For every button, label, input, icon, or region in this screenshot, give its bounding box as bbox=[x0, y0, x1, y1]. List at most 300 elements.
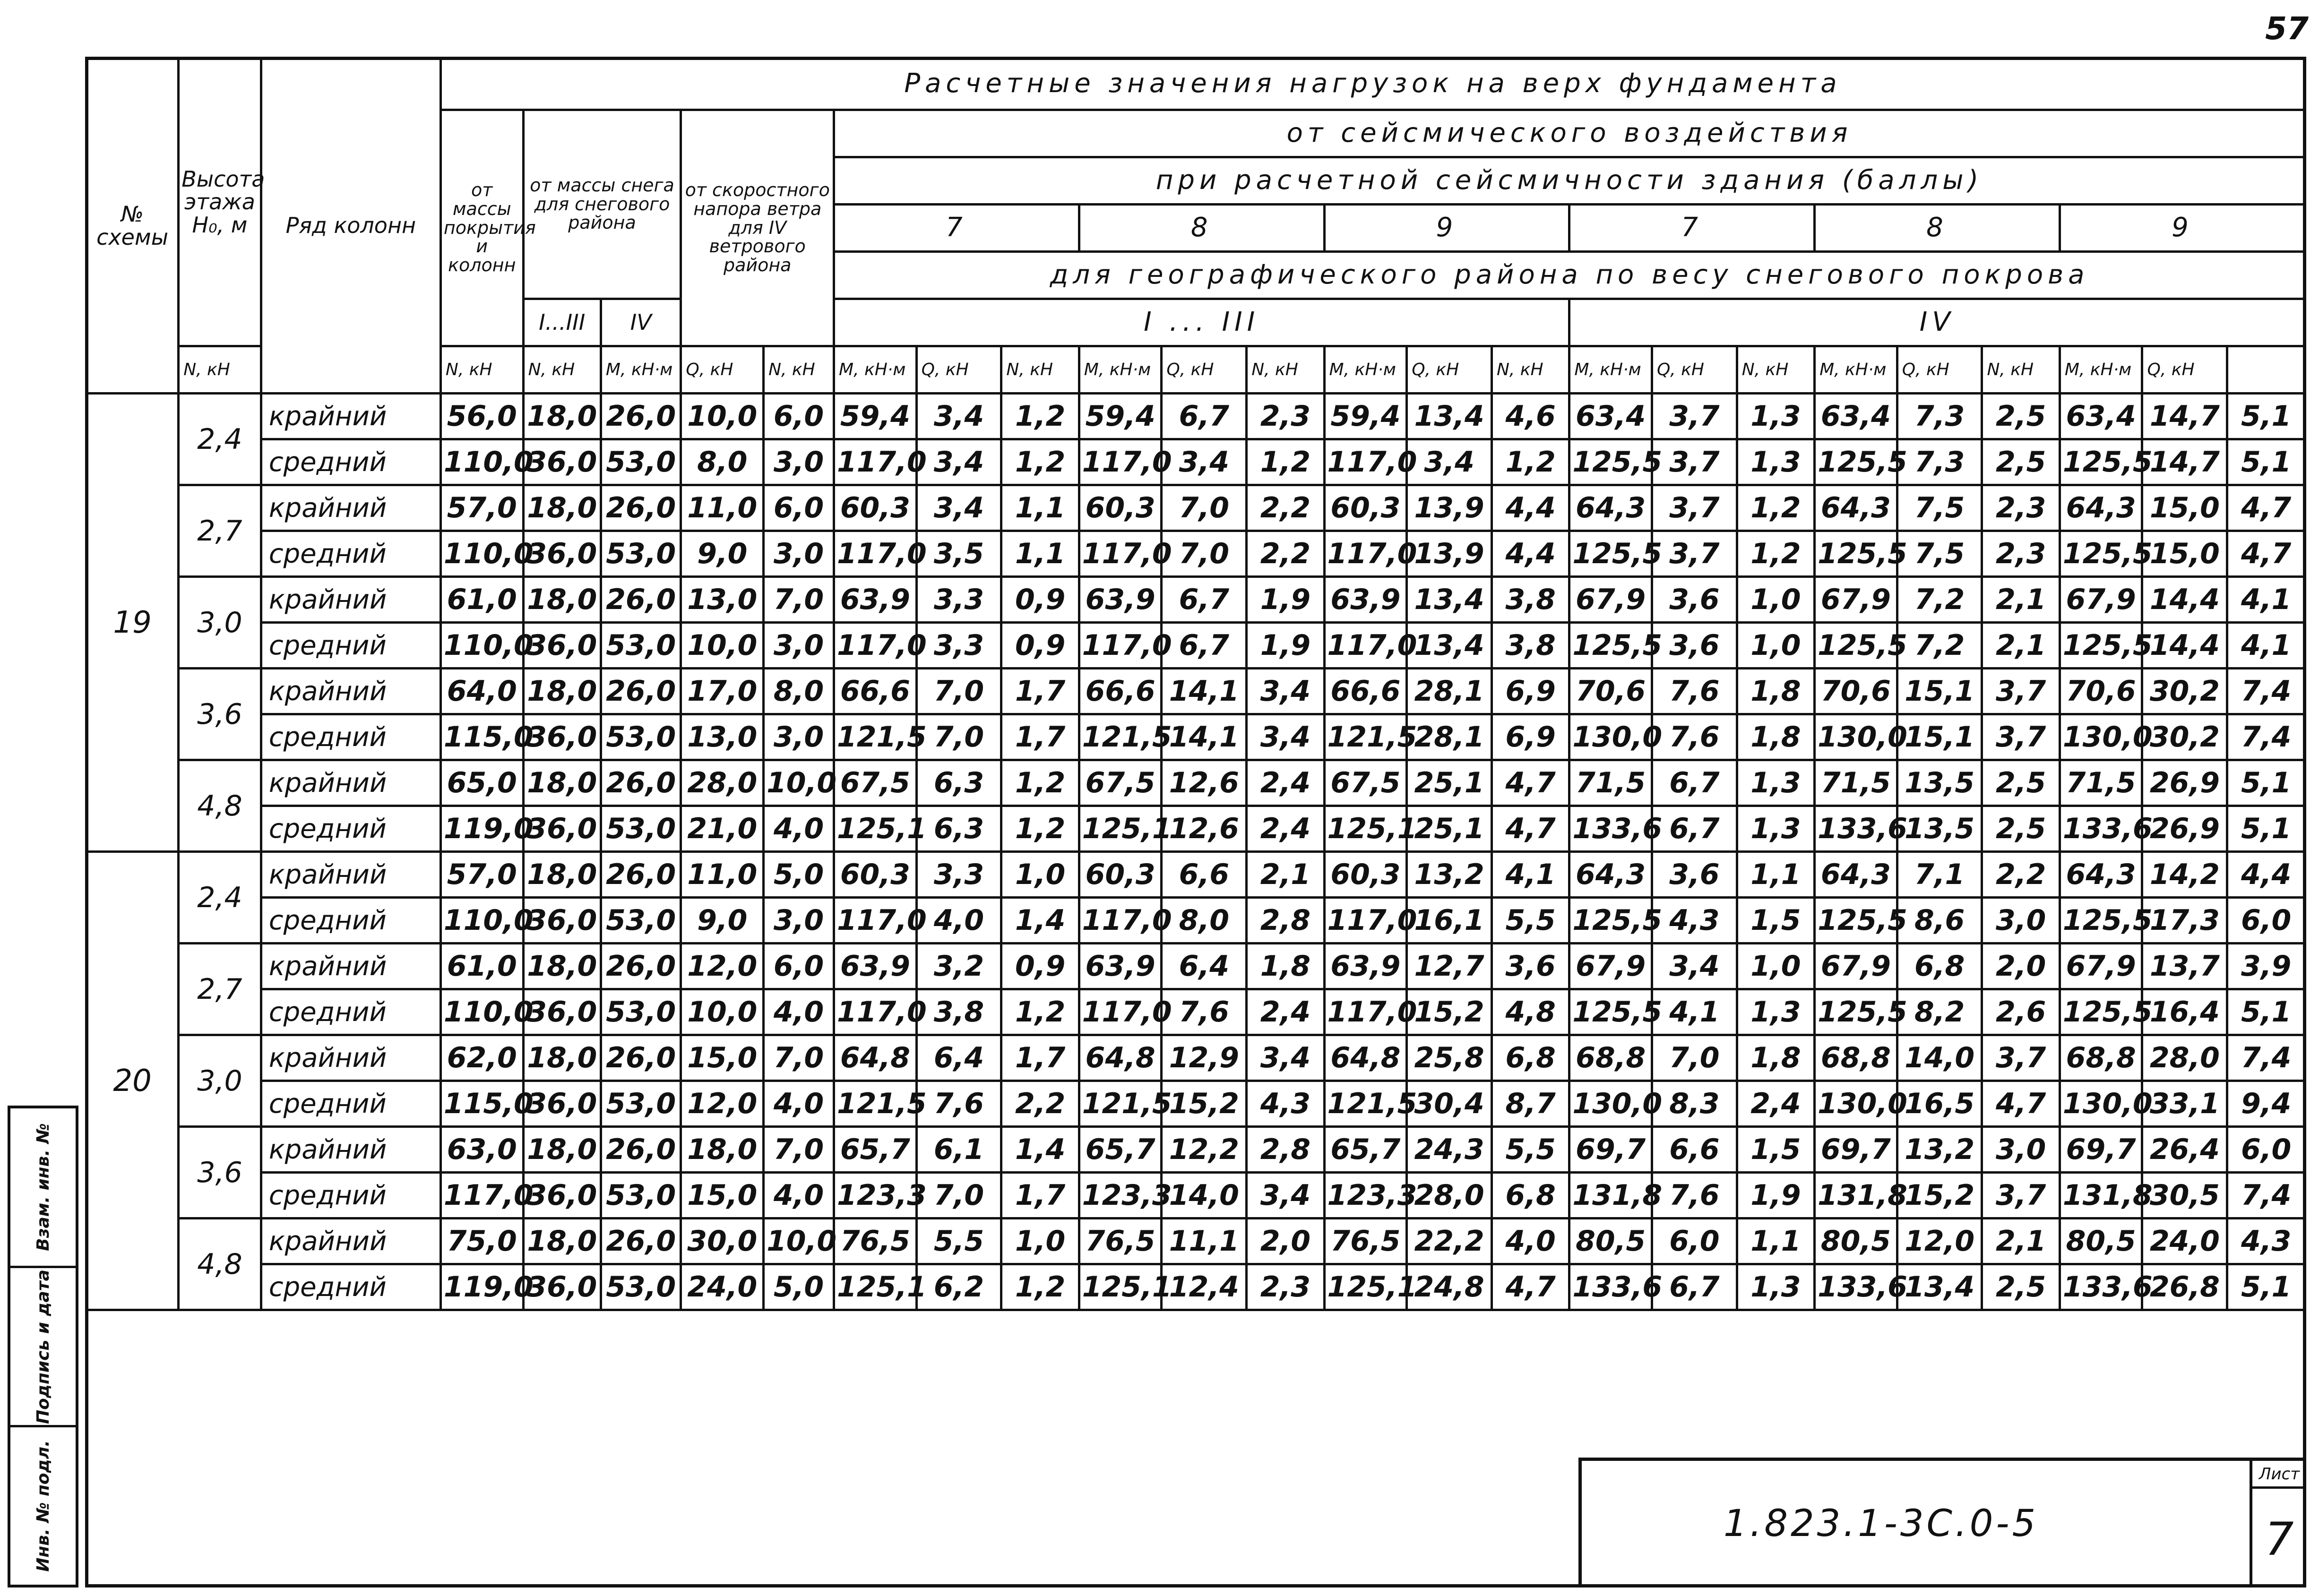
value-cell: 125,5 bbox=[1815, 531, 1897, 577]
value-cell: 3,4 bbox=[916, 485, 1001, 531]
value-cell: 24,0 bbox=[2142, 1218, 2227, 1264]
floor-height: 2,7 bbox=[179, 485, 261, 577]
value-cell: 125,5 bbox=[2060, 989, 2142, 1035]
column-row-name: средний bbox=[261, 1264, 440, 1310]
value-cell: 16,4 bbox=[2142, 989, 2227, 1035]
value-cell: 6,6 bbox=[1652, 1127, 1737, 1173]
value-cell: 2,8 bbox=[1247, 898, 1324, 944]
value-cell: 26,0 bbox=[601, 852, 681, 898]
value-cell: 6,4 bbox=[1162, 944, 1247, 989]
value-cell: 63,9 bbox=[834, 577, 917, 623]
value-cell: 2,5 bbox=[1982, 760, 2060, 806]
value-cell: 69,7 bbox=[1815, 1127, 1897, 1173]
floor-height: 4,8 bbox=[179, 1218, 261, 1310]
value-cell: 3,4 bbox=[1247, 1173, 1324, 1218]
header-unit-q: Q, кН bbox=[1162, 346, 1247, 394]
column-row-name: крайний bbox=[261, 852, 440, 898]
table-row bbox=[86, 1127, 2305, 1173]
value-cell: 10,0 bbox=[681, 989, 764, 1035]
value-cell: 60,3 bbox=[1324, 485, 1407, 531]
table-header bbox=[86, 58, 2305, 394]
value-cell: 2,0 bbox=[1247, 1218, 1324, 1264]
value-cell: 26,0 bbox=[601, 1035, 681, 1081]
value-cell: 64,3 bbox=[2060, 852, 2142, 898]
table-row bbox=[86, 714, 2305, 760]
value-cell: 13,2 bbox=[1407, 852, 1492, 898]
value-cell: 60,3 bbox=[1324, 852, 1407, 898]
value-cell: 0,9 bbox=[1001, 944, 1079, 989]
value-cell: 133,6 bbox=[1569, 806, 1652, 852]
table-row bbox=[86, 944, 2305, 989]
value-cell: 6,9 bbox=[1491, 714, 1569, 760]
value-cell: 6,7 bbox=[1162, 623, 1247, 669]
value-cell: 125,5 bbox=[1815, 623, 1897, 669]
value-cell: 3,4 bbox=[916, 394, 1001, 439]
value-cell: 61,0 bbox=[440, 944, 523, 989]
column-row-name: крайний bbox=[261, 577, 440, 623]
value-cell: 71,5 bbox=[2060, 760, 2142, 806]
load-table bbox=[85, 57, 2306, 1311]
header-unit-m: M, кН·м bbox=[2060, 346, 2142, 394]
stamp-cell-replacement bbox=[10, 1108, 76, 1268]
value-cell: 117,0 bbox=[834, 623, 917, 669]
value-cell: 2,5 bbox=[1982, 394, 2060, 439]
value-cell: 22,2 bbox=[1407, 1218, 1492, 1264]
value-cell: 7,6 bbox=[1652, 714, 1737, 760]
value-cell: 2,1 bbox=[1982, 1218, 2060, 1264]
value-cell: 2,0 bbox=[1982, 944, 2060, 989]
value-cell: 133,6 bbox=[1815, 1264, 1897, 1310]
value-cell: 5,1 bbox=[2227, 806, 2305, 852]
value-cell: 12,6 bbox=[1162, 760, 1247, 806]
column-row-name: средний bbox=[261, 806, 440, 852]
value-cell: 125,5 bbox=[1815, 989, 1897, 1035]
value-cell: 3,4 bbox=[1247, 1035, 1324, 1081]
value-cell: 11,1 bbox=[1162, 1218, 1247, 1264]
value-cell: 4,7 bbox=[1491, 806, 1569, 852]
value-cell: 1,5 bbox=[1737, 1127, 1814, 1173]
value-cell: 2,1 bbox=[1982, 577, 2060, 623]
value-cell: 17,3 bbox=[2142, 898, 2227, 944]
value-cell: 14,4 bbox=[2142, 577, 2227, 623]
value-cell: 1,1 bbox=[1737, 852, 1814, 898]
header-unit-n: N, кН bbox=[440, 346, 523, 394]
left-stamp bbox=[8, 1106, 78, 1587]
table-row bbox=[86, 439, 2305, 485]
value-cell: 123,3 bbox=[1079, 1173, 1162, 1218]
value-cell: 3,3 bbox=[916, 577, 1001, 623]
value-cell: 21,0 bbox=[681, 806, 764, 852]
value-cell: 36,0 bbox=[523, 714, 601, 760]
value-cell: 12,0 bbox=[681, 1081, 764, 1127]
value-cell: 69,7 bbox=[1569, 1127, 1652, 1173]
value-cell: 7,3 bbox=[1897, 439, 1982, 485]
value-cell: 123,3 bbox=[834, 1173, 917, 1218]
value-cell: 4,0 bbox=[1491, 1218, 1569, 1264]
value-cell: 117,0 bbox=[1324, 989, 1407, 1035]
value-cell: 117,0 bbox=[1324, 531, 1407, 577]
value-cell: 4,1 bbox=[1491, 852, 1569, 898]
table-row bbox=[86, 577, 2305, 623]
value-cell: 14,0 bbox=[1162, 1173, 1247, 1218]
value-cell: 4,8 bbox=[1491, 989, 1569, 1035]
value-cell: 3,3 bbox=[916, 852, 1001, 898]
header-region-group-1: I ... III bbox=[834, 299, 1569, 346]
value-cell: 7,1 bbox=[1897, 852, 1982, 898]
value-cell: 10,0 bbox=[681, 623, 764, 669]
value-cell: 28,0 bbox=[2142, 1035, 2227, 1081]
value-cell: 13,4 bbox=[1407, 623, 1492, 669]
table-row bbox=[86, 852, 2305, 898]
value-cell: 30,0 bbox=[681, 1218, 764, 1264]
value-cell: 13,9 bbox=[1407, 485, 1492, 531]
value-cell: 1,4 bbox=[1001, 1127, 1079, 1173]
value-cell: 65,7 bbox=[834, 1127, 917, 1173]
value-cell: 125,5 bbox=[1569, 623, 1652, 669]
value-cell: 6,8 bbox=[1491, 1035, 1569, 1081]
value-cell: 26,9 bbox=[2142, 760, 2227, 806]
value-cell: 4,0 bbox=[764, 989, 834, 1035]
header-snow-region-1-3: I...III bbox=[523, 299, 601, 346]
value-cell: 121,5 bbox=[834, 1081, 917, 1127]
value-cell: 6,0 bbox=[2227, 1127, 2305, 1173]
table-row bbox=[86, 394, 2305, 439]
value-cell: 130,0 bbox=[2060, 714, 2142, 760]
value-cell: 4,0 bbox=[764, 806, 834, 852]
value-cell: 7,4 bbox=[2227, 714, 2305, 760]
value-cell: 12,4 bbox=[1162, 1264, 1247, 1310]
value-cell: 1,3 bbox=[1737, 760, 1814, 806]
value-cell: 6,0 bbox=[764, 485, 834, 531]
header-snow-region-4: IV bbox=[601, 299, 681, 346]
value-cell: 11,0 bbox=[681, 485, 764, 531]
value-cell: 1,0 bbox=[1001, 852, 1079, 898]
floor-height: 3,6 bbox=[179, 669, 261, 760]
value-cell: 28,1 bbox=[1407, 669, 1492, 714]
value-cell: 3,4 bbox=[916, 439, 1001, 485]
value-cell: 18,0 bbox=[523, 577, 601, 623]
value-cell: 13,0 bbox=[681, 577, 764, 623]
value-cell: 2,3 bbox=[1982, 531, 2060, 577]
value-cell: 4,7 bbox=[2227, 485, 2305, 531]
value-cell: 4,1 bbox=[2227, 577, 2305, 623]
header-snow-mass: от массы снега для снегового района bbox=[523, 110, 681, 299]
value-cell: 6,7 bbox=[1162, 394, 1247, 439]
table-row bbox=[86, 760, 2305, 806]
header-intensity: 8 bbox=[1815, 205, 2060, 252]
value-cell: 8,0 bbox=[764, 669, 834, 714]
value-cell: 68,8 bbox=[1815, 1035, 1897, 1081]
value-cell: 36,0 bbox=[523, 1173, 601, 1218]
table-row bbox=[86, 898, 2305, 944]
value-cell: 119,0 bbox=[440, 1264, 523, 1310]
value-cell: 117,0 bbox=[440, 1173, 523, 1218]
value-cell: 12,6 bbox=[1162, 806, 1247, 852]
value-cell: 24,3 bbox=[1407, 1127, 1492, 1173]
value-cell: 110,0 bbox=[440, 439, 523, 485]
value-cell: 13,9 bbox=[1407, 531, 1492, 577]
value-cell: 30,5 bbox=[2142, 1173, 2227, 1218]
value-cell: 18,0 bbox=[523, 394, 601, 439]
table-row bbox=[86, 1264, 2305, 1310]
value-cell: 133,6 bbox=[2060, 1264, 2142, 1310]
value-cell: 15,0 bbox=[2142, 531, 2227, 577]
value-cell: 110,0 bbox=[440, 623, 523, 669]
value-cell: 36,0 bbox=[523, 439, 601, 485]
value-cell: 64,3 bbox=[1815, 485, 1897, 531]
value-cell: 3,0 bbox=[764, 714, 834, 760]
header-unit-n: N, кН bbox=[1737, 346, 1814, 394]
value-cell: 36,0 bbox=[523, 898, 601, 944]
value-cell: 3,6 bbox=[1652, 623, 1737, 669]
value-cell: 80,5 bbox=[1815, 1218, 1897, 1264]
value-cell: 121,5 bbox=[1324, 1081, 1407, 1127]
value-cell: 53,0 bbox=[601, 806, 681, 852]
value-cell: 67,9 bbox=[2060, 577, 2142, 623]
value-cell: 36,0 bbox=[523, 1264, 601, 1310]
value-cell: 119,0 bbox=[440, 806, 523, 852]
table-row bbox=[86, 1081, 2305, 1127]
value-cell: 36,0 bbox=[523, 623, 601, 669]
value-cell: 5,5 bbox=[916, 1218, 1001, 1264]
value-cell: 110,0 bbox=[440, 531, 523, 577]
value-cell: 1,1 bbox=[1737, 1218, 1814, 1264]
value-cell: 63,9 bbox=[834, 944, 917, 989]
value-cell: 2,5 bbox=[1982, 1264, 2060, 1310]
column-row-name: крайний bbox=[261, 669, 440, 714]
value-cell: 3,4 bbox=[1162, 439, 1247, 485]
value-cell: 30,2 bbox=[2142, 669, 2227, 714]
value-cell: 30,2 bbox=[2142, 714, 2227, 760]
column-row-name: средний bbox=[261, 714, 440, 760]
value-cell: 66,6 bbox=[1079, 669, 1162, 714]
value-cell: 6,3 bbox=[916, 806, 1001, 852]
value-cell: 16,5 bbox=[1897, 1081, 1982, 1127]
floor-height: 2,7 bbox=[179, 944, 261, 1035]
value-cell: 1,8 bbox=[1737, 669, 1814, 714]
value-cell: 4,4 bbox=[2227, 852, 2305, 898]
value-cell: 26,0 bbox=[601, 1218, 681, 1264]
value-cell: 11,0 bbox=[681, 852, 764, 898]
header-intensity: 7 bbox=[1569, 205, 1815, 252]
column-row-name: крайний bbox=[261, 760, 440, 806]
value-cell: 13,7 bbox=[2142, 944, 2227, 989]
value-cell: 9,0 bbox=[681, 898, 764, 944]
value-cell: 3,7 bbox=[1652, 531, 1737, 577]
value-cell: 3,4 bbox=[1652, 944, 1737, 989]
value-cell: 1,1 bbox=[1001, 485, 1079, 531]
value-cell: 3,6 bbox=[1652, 852, 1737, 898]
value-cell: 123,3 bbox=[1324, 1173, 1407, 1218]
header-unit-m: M, кН·м bbox=[1079, 346, 1162, 394]
header-main-title: Расчетные значения нагрузок на верх фундамента bbox=[440, 58, 2305, 110]
value-cell: 12,2 bbox=[1162, 1127, 1247, 1173]
value-cell: 4,3 bbox=[1247, 1081, 1324, 1127]
title-block bbox=[1578, 1458, 2306, 1587]
value-cell: 66,6 bbox=[834, 669, 917, 714]
value-cell: 63,4 bbox=[1815, 394, 1897, 439]
value-cell: 18,0 bbox=[523, 944, 601, 989]
value-cell: 53,0 bbox=[601, 623, 681, 669]
value-cell: 3,5 bbox=[916, 531, 1001, 577]
value-cell: 130,0 bbox=[1815, 1081, 1897, 1127]
value-cell: 67,9 bbox=[2060, 944, 2142, 989]
value-cell: 14,2 bbox=[2142, 852, 2227, 898]
value-cell: 7,2 bbox=[1897, 577, 1982, 623]
value-cell: 3,4 bbox=[1247, 714, 1324, 760]
value-cell: 18,0 bbox=[523, 1035, 601, 1081]
value-cell: 7,0 bbox=[916, 714, 1001, 760]
value-cell: 14,1 bbox=[1162, 714, 1247, 760]
value-cell: 63,4 bbox=[1569, 394, 1652, 439]
value-cell: 6,0 bbox=[2227, 898, 2305, 944]
value-cell: 130,0 bbox=[2060, 1081, 2142, 1127]
value-cell: 3,2 bbox=[916, 944, 1001, 989]
value-cell: 56,0 bbox=[440, 394, 523, 439]
value-cell: 125,5 bbox=[2060, 439, 2142, 485]
table-row bbox=[86, 1173, 2305, 1218]
value-cell: 10,0 bbox=[681, 394, 764, 439]
value-cell: 15,0 bbox=[2142, 485, 2227, 531]
value-cell: 1,3 bbox=[1737, 806, 1814, 852]
column-row-name: средний bbox=[261, 898, 440, 944]
value-cell: 4,0 bbox=[916, 898, 1001, 944]
value-cell: 4,7 bbox=[2227, 531, 2305, 577]
header-seismic: от сейсмического воздействия bbox=[834, 110, 2305, 157]
value-cell: 1,4 bbox=[1001, 898, 1079, 944]
value-cell: 5,1 bbox=[2227, 394, 2305, 439]
value-cell: 18,0 bbox=[523, 852, 601, 898]
value-cell: 4,1 bbox=[2227, 623, 2305, 669]
value-cell: 7,6 bbox=[1162, 989, 1247, 1035]
value-cell: 80,5 bbox=[1569, 1218, 1652, 1264]
value-cell: 6,0 bbox=[764, 944, 834, 989]
value-cell: 53,0 bbox=[601, 714, 681, 760]
value-cell: 6,0 bbox=[764, 394, 834, 439]
value-cell: 36,0 bbox=[523, 1081, 601, 1127]
header-intensity: 8 bbox=[1079, 205, 1324, 252]
value-cell: 60,3 bbox=[834, 852, 917, 898]
value-cell: 7,6 bbox=[1652, 1173, 1737, 1218]
table-row bbox=[86, 531, 2305, 577]
value-cell: 121,5 bbox=[1079, 714, 1162, 760]
column-row-name: крайний bbox=[261, 1127, 440, 1173]
value-cell: 115,0 bbox=[440, 1081, 523, 1127]
value-cell: 60,3 bbox=[834, 485, 917, 531]
value-cell: 65,7 bbox=[1324, 1127, 1407, 1173]
value-cell: 67,5 bbox=[834, 760, 917, 806]
stamp-label: Подпись и дата bbox=[33, 1269, 53, 1424]
stamp-label: Взам. инв. № bbox=[33, 1123, 53, 1251]
value-cell: 6,1 bbox=[916, 1127, 1001, 1173]
value-cell: 70,6 bbox=[1569, 669, 1652, 714]
header-column-row: Ряд колонн bbox=[261, 58, 440, 394]
column-row-name: крайний bbox=[261, 485, 440, 531]
value-cell: 3,0 bbox=[1982, 1127, 2060, 1173]
value-cell: 121,5 bbox=[1079, 1081, 1162, 1127]
value-cell: 15,2 bbox=[1897, 1173, 1982, 1218]
value-cell: 5,5 bbox=[1491, 898, 1569, 944]
value-cell: 28,0 bbox=[681, 760, 764, 806]
value-cell: 15,2 bbox=[1162, 1081, 1247, 1127]
value-cell: 1,7 bbox=[1001, 1173, 1079, 1218]
value-cell: 1,2 bbox=[1247, 439, 1324, 485]
value-cell: 12,0 bbox=[1897, 1218, 1982, 1264]
value-cell: 8,2 bbox=[1897, 989, 1982, 1035]
value-cell: 71,5 bbox=[1815, 760, 1897, 806]
sheet-label: Лист bbox=[2252, 1465, 2306, 1489]
value-cell: 6,6 bbox=[1162, 852, 1247, 898]
value-cell: 3,8 bbox=[1491, 623, 1569, 669]
column-row-name: средний bbox=[261, 1173, 440, 1218]
value-cell: 53,0 bbox=[601, 989, 681, 1035]
value-cell: 30,4 bbox=[1407, 1081, 1492, 1127]
value-cell: 125,5 bbox=[1569, 989, 1652, 1035]
value-cell: 125,1 bbox=[1079, 1264, 1162, 1310]
value-cell: 7,6 bbox=[1652, 669, 1737, 714]
value-cell: 36,0 bbox=[523, 989, 601, 1035]
value-cell: 125,1 bbox=[834, 1264, 917, 1310]
floor-height: 2,4 bbox=[179, 852, 261, 944]
value-cell: 26,0 bbox=[601, 394, 681, 439]
value-cell: 18,0 bbox=[523, 760, 601, 806]
header-unit-m: M, кН·м bbox=[834, 346, 917, 394]
value-cell: 117,0 bbox=[1079, 623, 1162, 669]
document-code: 1.823.1-3С.0-5 bbox=[1724, 1502, 2039, 1545]
value-cell: 65,7 bbox=[1079, 1127, 1162, 1173]
value-cell: 7,0 bbox=[764, 1127, 834, 1173]
value-cell: 3,8 bbox=[916, 989, 1001, 1035]
header-unit-n: N, кН bbox=[1001, 346, 1079, 394]
table-row bbox=[86, 623, 2305, 669]
value-cell: 1,2 bbox=[1001, 1264, 1079, 1310]
value-cell: 14,0 bbox=[1897, 1035, 1982, 1081]
value-cell: 18,0 bbox=[523, 485, 601, 531]
value-cell: 2,4 bbox=[1247, 760, 1324, 806]
value-cell: 4,6 bbox=[1491, 394, 1569, 439]
value-cell: 53,0 bbox=[601, 531, 681, 577]
value-cell: 125,5 bbox=[1569, 531, 1652, 577]
value-cell: 131,8 bbox=[1815, 1173, 1897, 1218]
column-row-name: средний bbox=[261, 531, 440, 577]
value-cell: 26,0 bbox=[601, 1127, 681, 1173]
value-cell: 18,0 bbox=[523, 1127, 601, 1173]
stamp-cell-signature bbox=[10, 1268, 76, 1428]
value-cell: 2,3 bbox=[1247, 394, 1324, 439]
stamp-cell-inventory bbox=[10, 1427, 76, 1585]
value-cell: 130,0 bbox=[1569, 1081, 1652, 1127]
value-cell: 65,0 bbox=[440, 760, 523, 806]
value-cell: 3,7 bbox=[1652, 485, 1737, 531]
scheme-number: 19 bbox=[86, 394, 179, 852]
value-cell: 1,3 bbox=[1737, 439, 1814, 485]
value-cell: 1,8 bbox=[1737, 1035, 1814, 1081]
column-row-name: крайний bbox=[261, 1035, 440, 1081]
header-scheme-no: № схемы bbox=[86, 58, 179, 394]
value-cell: 18,0 bbox=[523, 669, 601, 714]
header-unit-n: N, кН bbox=[764, 346, 834, 394]
floor-height: 4,8 bbox=[179, 760, 261, 852]
value-cell: 64,8 bbox=[1324, 1035, 1407, 1081]
header-unit-n: N, кН bbox=[1982, 346, 2060, 394]
value-cell: 7,0 bbox=[764, 577, 834, 623]
header-unit-q: Q, кН bbox=[916, 346, 1001, 394]
column-row-name: средний bbox=[261, 439, 440, 485]
value-cell: 131,8 bbox=[1569, 1173, 1652, 1218]
value-cell: 125,5 bbox=[1569, 439, 1652, 485]
header-unit-q: Q, кН bbox=[1652, 346, 1737, 394]
value-cell: 2,4 bbox=[1247, 989, 1324, 1035]
